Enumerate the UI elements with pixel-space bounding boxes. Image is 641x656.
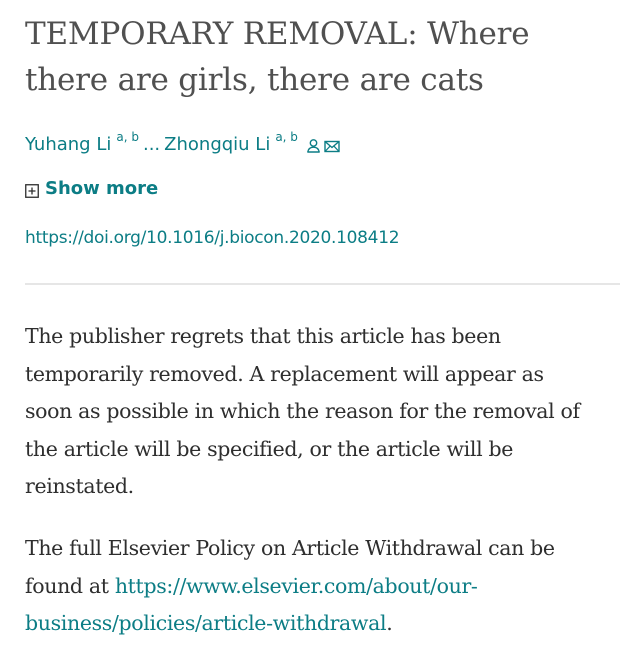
title-line-2: there are girls, there are cats <box>25 62 484 98</box>
author-contact-icons <box>306 137 340 158</box>
removal-notice-paragraph <box>25 318 623 506</box>
doi-link[interactable]: https://doi.org/10.1016/j.biocon.2020.108412 <box>25 228 400 248</box>
section-divider <box>25 283 620 285</box>
authors-ellipsis: ... <box>142 134 161 155</box>
policy-line-1: The full Elsevier Policy on Article Withdrawal can be <box>25 536 555 560</box>
notice-line: The publisher regrets that this article has been <box>25 324 501 348</box>
policy-line-2-text: found at <box>25 573 115 598</box>
author-list <box>25 130 340 158</box>
policy-link-part-1: https://www.elsevier.com/about/our- <box>114 573 478 598</box>
notice-line: soon as possible in which the reason for the removal of <box>25 399 580 423</box>
author-last-affiliation[interactable]: a, b <box>275 130 298 144</box>
article-title <box>25 11 620 103</box>
envelope-icon[interactable] <box>324 137 340 158</box>
policy-paragraph <box>25 530 623 643</box>
policy-period: . <box>386 611 393 635</box>
person-icon[interactable] <box>306 137 321 158</box>
plus-box-icon <box>25 182 39 196</box>
author-last[interactable]: Zhongqiu Li <box>164 134 271 155</box>
notice-line: reinstated. <box>25 474 134 498</box>
title-line-1: TEMPORARY REMOVAL: Where <box>25 16 530 52</box>
show-more-label: Show more <box>45 178 159 199</box>
author-first[interactable]: Yuhang Li <box>25 134 112 155</box>
notice-line: the article will be specified, or the article will be <box>25 436 514 461</box>
policy-link-part-2: business/policies/article-withdrawal <box>25 611 387 635</box>
show-more-button[interactable] <box>25 178 158 199</box>
author-first-affiliation[interactable]: a, b <box>116 130 139 144</box>
notice-line: temporarily removed. A replacement will appear as <box>25 361 544 386</box>
